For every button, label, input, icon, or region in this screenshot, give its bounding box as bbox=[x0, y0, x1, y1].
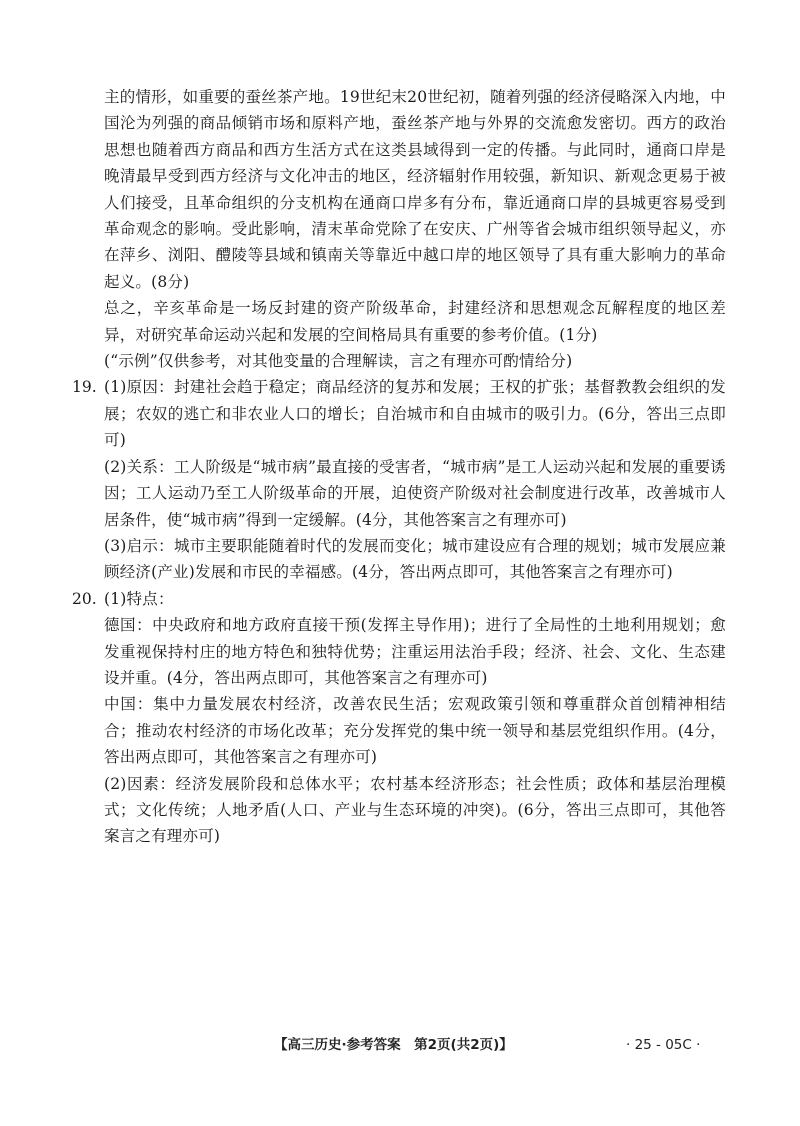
q18-continued bbox=[104, 84, 726, 374]
q18-note: (“示例”仅供参考，对其他变量的合理解读，言之有理亦可酌情给分) bbox=[104, 352, 573, 371]
footer-code: · 25 - 05C · bbox=[626, 1037, 701, 1053]
q19-answer bbox=[72, 374, 726, 585]
footer-title: 【高三历史·参考答案 第2页(共2页)】 bbox=[274, 1037, 513, 1053]
q20-china: 中国：集中力量发展农村经济，改善农民生活；宏观政策引领和尊重群众首创精神相结合；推动农村经济的市场化改革；充分发挥党的集中统一领导和基层党组织作用。(4分，答出两点即可，其他答案言之有理亦可) bbox=[104, 695, 726, 767]
q19-number: 19. bbox=[72, 378, 97, 397]
q19-part-1: (1)原因：封建社会趋于稳定；商品经济的复苏和发展；王权的扩张；基督教教会组织的发展；农奴的逃亡和非农业人口的增长；自治城市和自由城市的吸引力。(6分，答出三点即可) bbox=[104, 378, 726, 450]
q18-summary: 总之，辛亥革命是一场反封建的资产阶级革命，封建经济和思想观念瓦解程度的地区差异，对研究革命运动兴起和发展的空间格局具有重要的参考价值。(1分) bbox=[104, 299, 726, 344]
q20-answer bbox=[72, 586, 726, 850]
q20-part-1-heading: (1)特点： bbox=[104, 589, 174, 608]
q20-germany: 德国：中央政府和地方政府直接干预(发挥主导作用)；进行了全局性的土地利用规划；愈发重视保持村庄的地方特色和独特优势；注重运用法治手段；经济、社会、文化、生态建设并重。(4分，答出两点即可，其他答案言之有理亦可) bbox=[104, 616, 726, 687]
q18-paragraph-1: 主的情形，如重要的蚕丝茶产地。19世纪末20世纪初，随着列强的经济侵略深入内地，中国沦为列强的商品倾销市场和原料产地，蚕丝茶产地与外界的交流愈发密切。西方的政治思想也随着西方商品和西方生活方式在这类县域得到一定的传播。与此同时，通商口岸是晚清最早受到西方经济与文化冲击的地区，经济辐射作用较强，新知识、新观念更易于被人们接受，且革命组织的分支机构在通商口岸多有分布，靠近通商口岸的县城更容易受到革命观念的影响。受此影响，清末革命党除了在安庆、广州等省会城市组织领导起义，亦在萍乡、浏阳、醴陵等县域和镇南关等靠近中越口岸的地区领导了具有重大影响力的革命起义。(8分) bbox=[104, 88, 726, 291]
q19-part-2: (2)关系：工人阶级是“城市病”最直接的受害者，“城市病”是工人运动兴起和发展的重要诱因；工人运动乃至工人阶级革命的开展，迫使资产阶级对社会制度进行改革，改善城市人居条件，使“城市病”得到一定缓解。(4分，其他答案言之有理亦可) bbox=[104, 457, 726, 529]
answer-content bbox=[72, 84, 726, 850]
q20-part-2: (2)因素：经济发展阶段和总体水平；农村基本经济形态；社会性质；政体和基层治理模式；文化传统；人地矛盾(人口、产业与生态环境的冲突)。(6分，答出三点即可，其他答案言之有理亦可) bbox=[104, 774, 726, 846]
q19-part-3: (3)启示：城市主要职能随着时代的发展而变化；城市建设应有合理的规划；城市发展应兼顾经济(产业)发展和市民的幸福感。(4分，答出两点即可，其他答案言之有理亦可) bbox=[104, 536, 726, 582]
q20-number: 20. bbox=[72, 589, 97, 608]
